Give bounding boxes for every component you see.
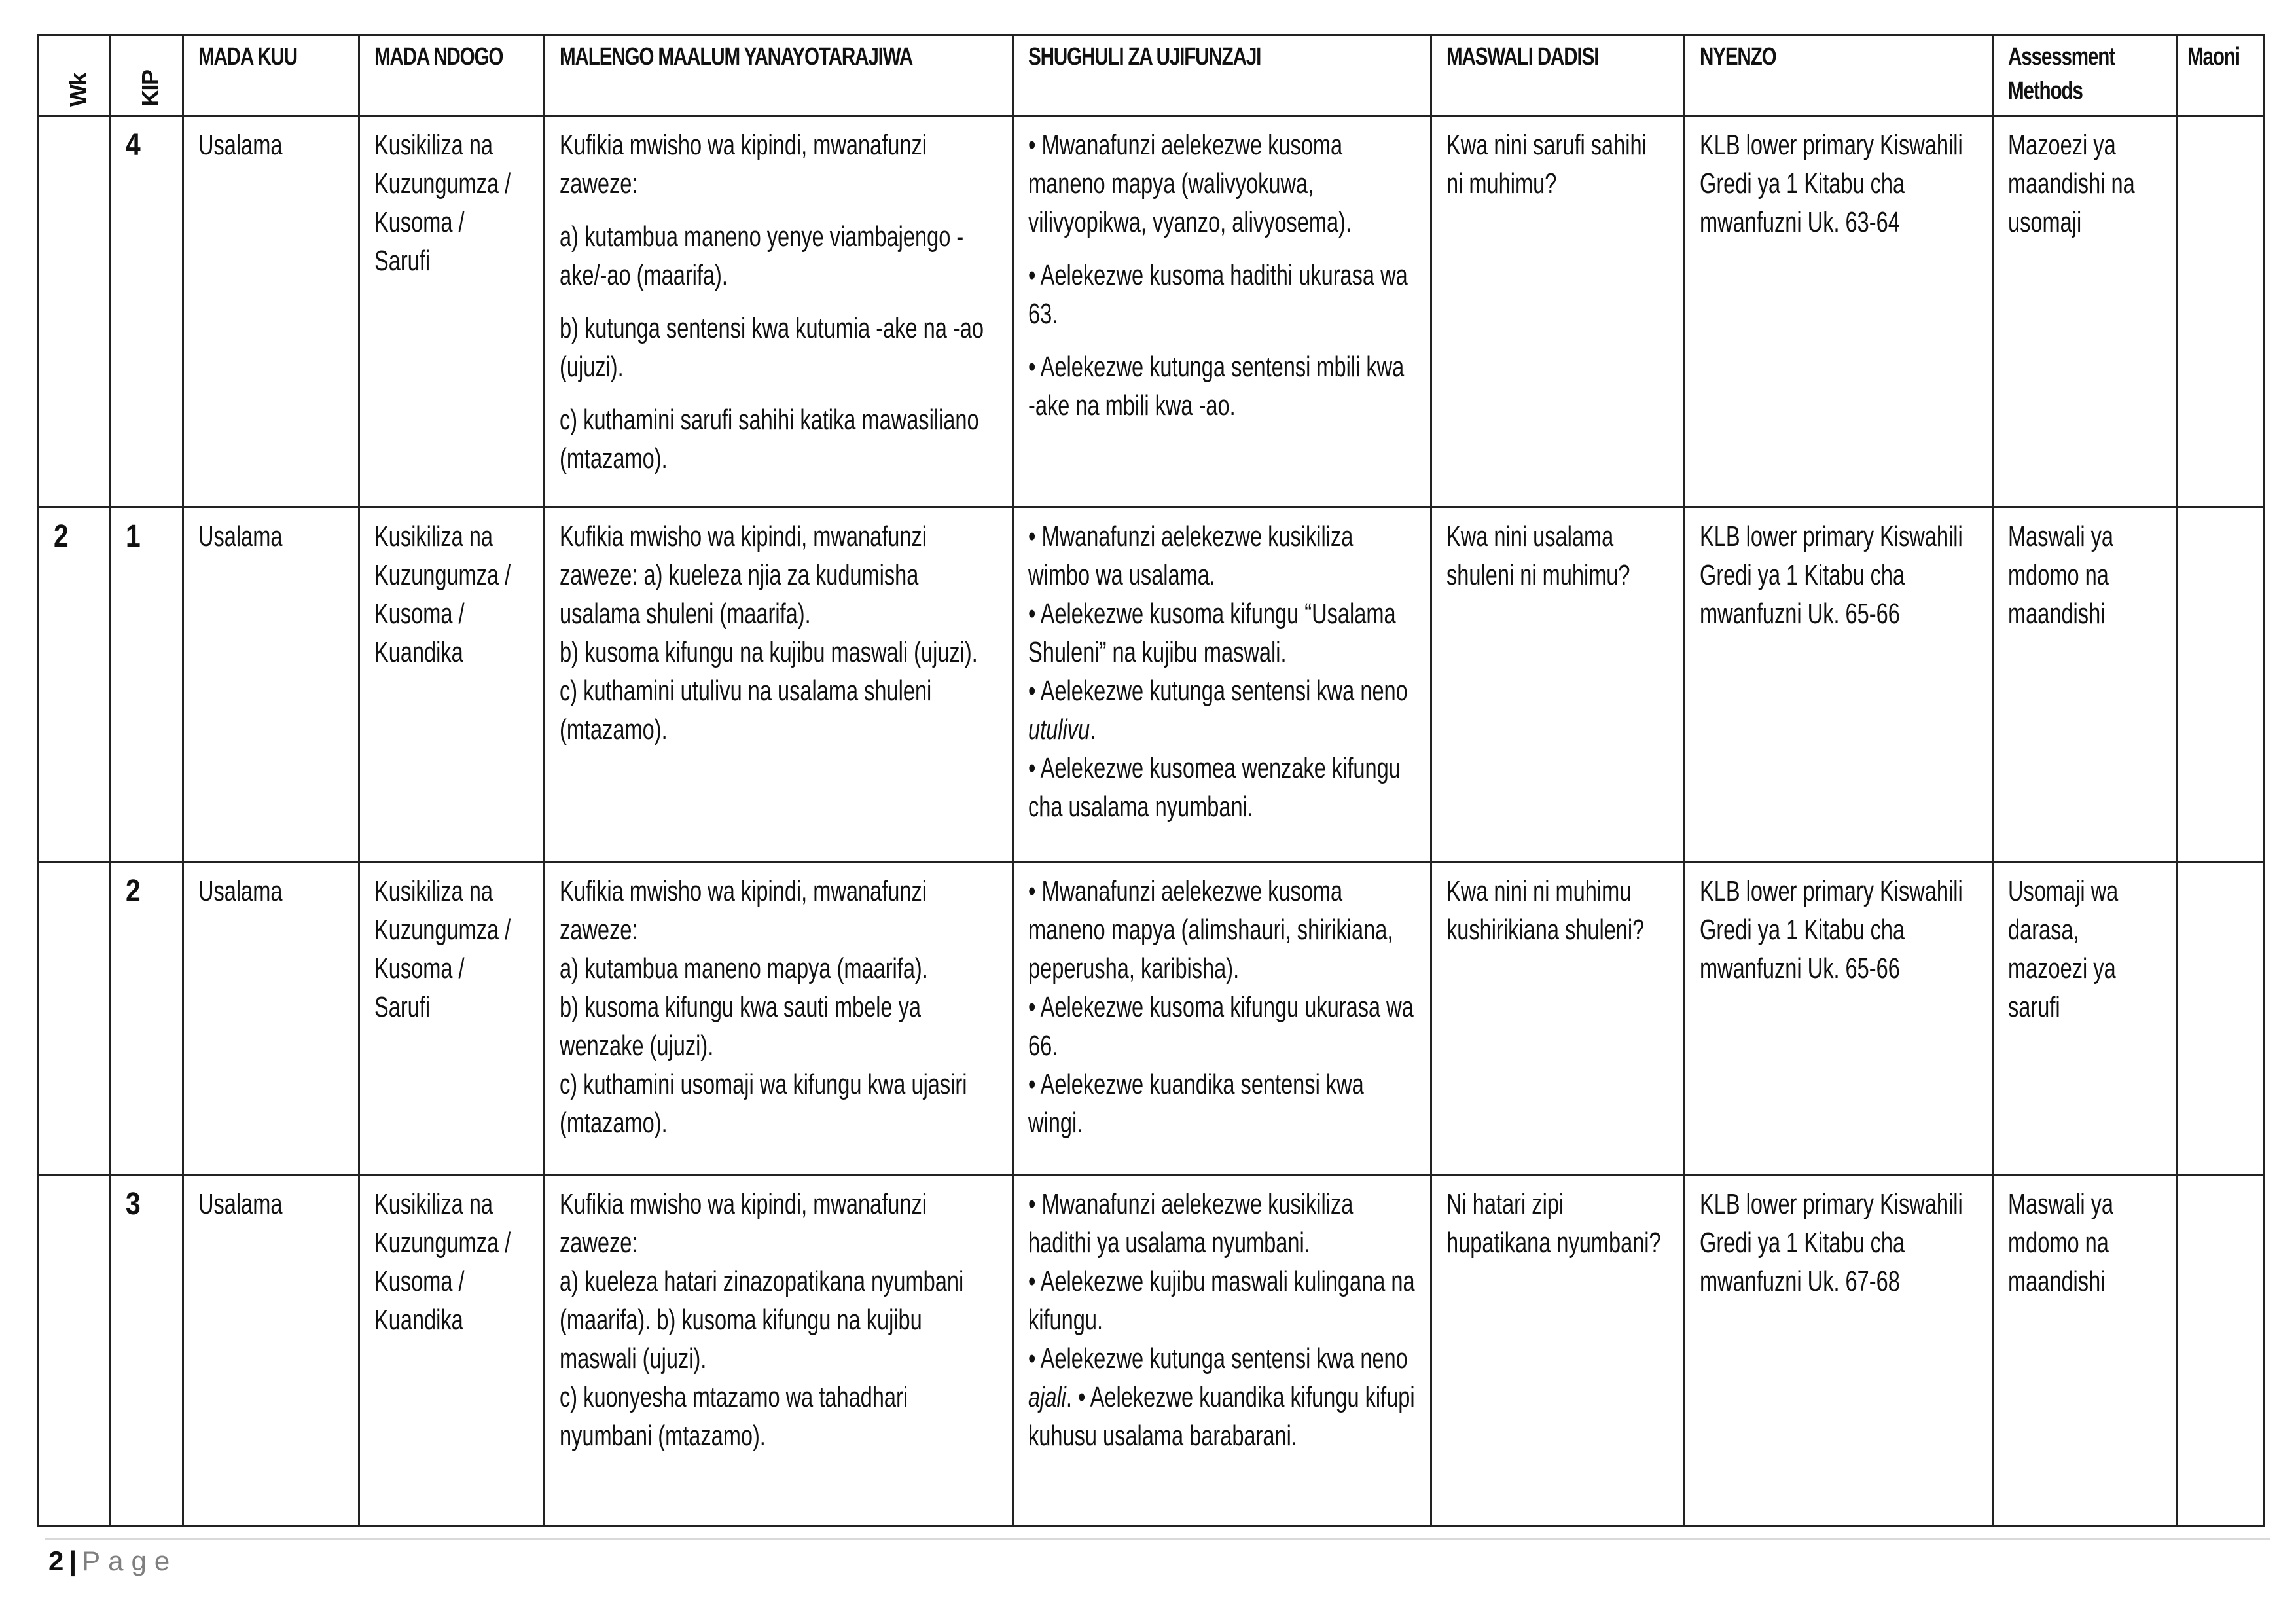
page-label: Page: [82, 1545, 178, 1576]
cell-shughuli: • Mwanafunzi aelekezwe kusikiliza hadithi ya usalama nyumbani. • Aelekezwe kujibu maswali kulingana na kifungu. • Aelekezwe kutunga sentensi kwa neno ajali. • Aelekezwe kuandika kifungu kifupi kuhusu usalama barabarani.: [1013, 1175, 1431, 1526]
header-mada-kuu: MADA KUU: [183, 35, 359, 116]
scheme-of-work-table: [37, 34, 2265, 1527]
cell-nyenzo: KLB lower primary Kiswahili Gredi ya 1 Kitabu cha mwanfuzni Uk. 67-68: [1685, 1175, 1993, 1526]
cell-mada-kuu: Usalama: [183, 862, 359, 1175]
cell-wk: [39, 862, 111, 1175]
cell-maoni[interactable]: [2178, 507, 2265, 862]
cell-assessment: Usomaji wa darasa, mazoezi ya sarufi: [1993, 862, 2178, 1175]
cell-shughuli: • Mwanafunzi aelekezwe kusikiliza wimbo wa usalama. • Aelekezwe kusoma kifungu “Usalama Shuleni” na kujibu maswali. • Aelekezwe kutunga sentensi kwa neno utulivu. • Aelekezwe kusomea wenzake kifungu cha usalama nyumbani.: [1013, 507, 1431, 862]
cell-mada-kuu: Usalama: [183, 1175, 359, 1526]
cell-malengo: Kufikia mwisho wa kipindi, mwanafunzi zaweze: a) kutambua maneno yenye viambajengo -ake/-ao (maarifa). b) kutunga sentensi kwa kutumia -ake na -ao (ujuzi). c) kuthamini sarufi sahihi katika mawasiliano (mtazamo).: [545, 116, 1013, 507]
page-footer: [48, 1542, 177, 1581]
cell-mada-ndogo: Kusikiliza na Kuzungumza / Kusoma / Sarufi: [359, 116, 545, 507]
cell-nyenzo: KLB lower primary Kiswahili Gredi ya 1 Kitabu cha mwanfuzni Uk. 63-64: [1685, 116, 1993, 507]
cell-maswali: Kwa nini usalama shuleni ni muhimu?: [1431, 507, 1685, 862]
cell-wk: 2: [39, 507, 111, 862]
footer-divider: [45, 1538, 2270, 1540]
table-row: [39, 1175, 2265, 1526]
header-nyenzo: NYENZO: [1685, 35, 1993, 116]
emphasis-word: ajali: [1028, 1381, 1066, 1413]
cell-maoni[interactable]: [2178, 862, 2265, 1175]
cell-malengo: Kufikia mwisho wa kipindi, mwanafunzi zaweze: a) kueleza njia za kudumisha usalama shuleni (maarifa). b) kusoma kifungu na kujibu maswali (ujuzi). c) kuthamini utulivu na usalama shuleni (mtazamo).: [545, 507, 1013, 862]
cell-wk: [39, 1175, 111, 1526]
footer-separator: |: [69, 1545, 77, 1576]
table-row: [39, 862, 2265, 1175]
cell-kip: 3: [111, 1175, 183, 1526]
cell-mada-ndogo: Kusikiliza na Kuzungumza / Kusoma / Sarufi: [359, 862, 545, 1175]
cell-shughuli: • Mwanafunzi aelekezwe kusoma maneno mapya (alimshauri, shirikiana, peperusha, karibisha). • Aelekezwe kusoma kifungu ukurasa wa 66. • Aelekezwe kuandika sentensi kwa wingi.: [1013, 862, 1431, 1175]
cell-maswali: Ni hatari zipi hupatikana nyumbani?: [1431, 1175, 1685, 1526]
cell-mada-kuu: Usalama: [183, 507, 359, 862]
cell-kip: 2: [111, 862, 183, 1175]
cell-wk: [39, 116, 111, 507]
cell-maswali: Kwa nini sarufi sahihi ni muhimu?: [1431, 116, 1685, 507]
cell-assessment: Maswali ya mdomo na maandishi: [1993, 507, 2178, 862]
cell-assessment: Mazoezi ya maandishi na usomaji: [1993, 116, 2178, 507]
table-row: [39, 116, 2265, 507]
emphasis-word: utulivu: [1028, 713, 1090, 746]
cell-mada-ndogo: Kusikiliza na Kuzungumza / Kusoma / Kuandika: [359, 507, 545, 862]
header-wk: Wk: [39, 35, 111, 116]
cell-shughuli: • Mwanafunzi aelekezwe kusoma maneno mapya (walivyokuwa, vilivyopikwa, vyanzo, alivyosema). • Aelekezwe kusoma hadithi ukurasa wa 63. • Aelekezwe kutunga sentensi mbili kwa -ake na mbili kwa -ao.: [1013, 116, 1431, 507]
cell-maswali: Kwa nini ni muhimu kushirikiana shuleni?: [1431, 862, 1685, 1175]
cell-nyenzo: KLB lower primary Kiswahili Gredi ya 1 Kitabu cha mwanfuzni Uk. 65-66: [1685, 862, 1993, 1175]
cell-assessment: Maswali ya mdomo na maandishi: [1993, 1175, 2178, 1526]
header-maswali: MASWALI DADISI: [1431, 35, 1685, 116]
page-number: 2: [48, 1545, 64, 1576]
cell-maoni[interactable]: [2178, 116, 2265, 507]
header-assessment: Assessment Methods: [1993, 35, 2178, 116]
cell-malengo: Kufikia mwisho wa kipindi, mwanafunzi zaweze: a) kutambua maneno mapya (maarifa). b) kusoma kifungu kwa sauti mbele ya wenzake (ujuzi). c) kuthamini usomaji wa kifungu kwa ujasiri (mtazamo).: [545, 862, 1013, 1175]
header-malengo: MALENGO MAALUM YANAYOTARAJIWA: [545, 35, 1013, 116]
cell-nyenzo: KLB lower primary Kiswahili Gredi ya 1 Kitabu cha mwanfuzni Uk. 65-66: [1685, 507, 1993, 862]
cell-mada-kuu: Usalama: [183, 116, 359, 507]
header-kip: KIP: [111, 35, 183, 116]
table-row: [39, 507, 2265, 862]
cell-kip: 1: [111, 507, 183, 862]
cell-malengo: Kufikia mwisho wa kipindi, mwanafunzi zaweze: a) kueleza hatari zinazopatikana nyumbani (maarifa). b) kusoma kifungu na kujibu maswali (ujuzi). c) kuonyesha mtazamo wa tahadhari nyumbani (mtazamo).: [545, 1175, 1013, 1526]
cell-mada-ndogo: Kusikiliza na Kuzungumza / Kusoma / Kuandika: [359, 1175, 545, 1526]
header-row: [39, 35, 2265, 116]
header-maoni: Maoni: [2178, 35, 2265, 116]
header-mada-ndogo: MADA NDOGO: [359, 35, 545, 116]
cell-maoni[interactable]: [2178, 1175, 2265, 1526]
header-shughuli: SHUGHULI ZA UJIFUNZAJI: [1013, 35, 1431, 116]
cell-kip: 4: [111, 116, 183, 507]
